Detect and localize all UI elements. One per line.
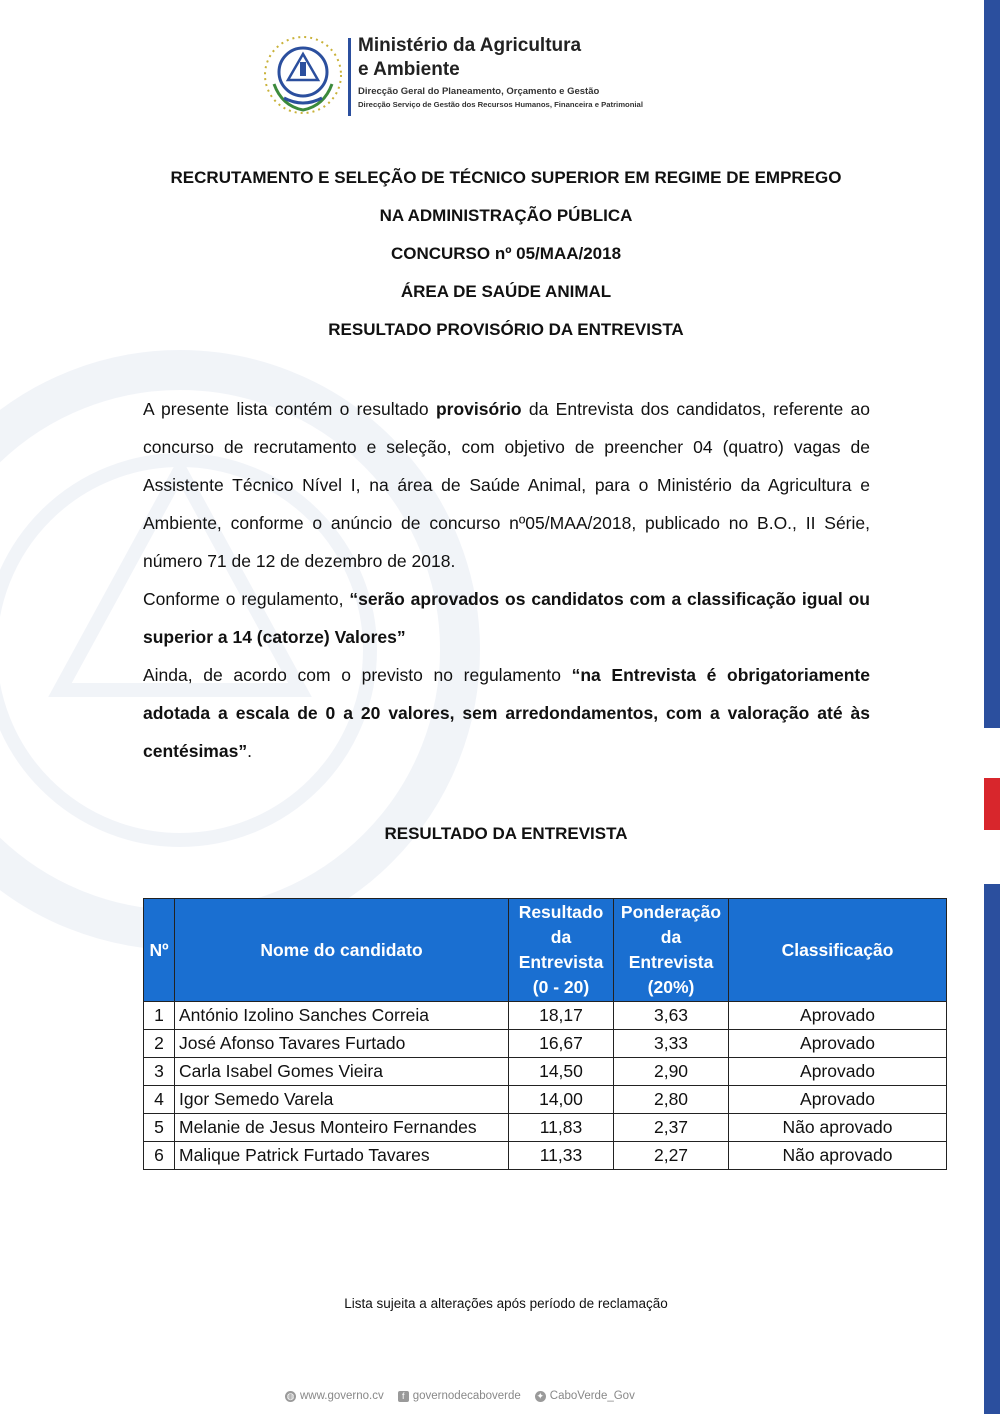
national-seal-logo xyxy=(262,34,344,116)
table-row xyxy=(144,1142,947,1170)
side-accent-bar-red xyxy=(984,778,1000,830)
directorate-general: Direcção Geral do Planeamento, Orçamento e Gestão xyxy=(358,86,600,97)
regulation-text: Conforme o regulamento, xyxy=(143,589,350,609)
side-accent-bar-blue-bottom xyxy=(984,884,1000,1414)
interview-weight: 3,33 xyxy=(614,1030,729,1058)
header-number: Nº xyxy=(144,899,175,1002)
interview-weight: 3,63 xyxy=(614,1002,729,1030)
row-number: 5 xyxy=(144,1114,175,1142)
title-line-5: RESULTADO PROVISÓRIO DA ENTREVISTA xyxy=(328,320,684,339)
header-weight-line2: da xyxy=(660,927,682,947)
header-classification: Classificação xyxy=(729,899,947,1002)
footer-website[interactable] xyxy=(285,1390,384,1402)
directorate-service: Direcção Serviço de Gestão dos Recursos Humanos, Financeira e Patrimonial xyxy=(358,100,643,109)
interview-weight: 2,90 xyxy=(614,1058,729,1086)
results-table xyxy=(143,898,947,1170)
footnote: Lista sujeita a alterações após período de reclamação xyxy=(344,1296,668,1311)
header-candidate-name: Nome do candidato xyxy=(175,899,509,1002)
scale-quote: “na Entrevista é obrigatoriamente adotada a escala de 0 a 20 valores, sem arredondamentos, com a valoração até às centésimas” xyxy=(143,665,870,761)
title-line-4: ÁREA DE SAÚDE ANIMAL xyxy=(400,282,612,301)
row-number: 1 xyxy=(144,1002,175,1030)
table-header-row xyxy=(144,899,947,1002)
row-number: 2 xyxy=(144,1030,175,1058)
side-accent-bar-blue-top xyxy=(984,0,1000,728)
classification: Não aprovado xyxy=(729,1142,947,1170)
header-weight-line3: Entrevista xyxy=(628,952,714,972)
classification: Aprovado xyxy=(729,1086,947,1114)
header-interview-weight xyxy=(614,899,729,1002)
facebook-icon: f xyxy=(398,1391,409,1402)
letterhead-divider xyxy=(348,38,351,116)
interview-result: 11,33 xyxy=(509,1142,614,1170)
intro-text-b: da Entrevista dos candidatos, referente ao concurso de recrutamento e seleção, com objetivo de preencher 04 (quatro) vagas de Assistente Técnico Nível I, na área de Saúde Animal, para o Ministério da Agricultura e Ambiente, conforme o anúncio de concurso nº05/MAA/2018, publicado no B.O., II Série, número 71 de 12 de dezembro de 2018. xyxy=(143,399,870,571)
scale-text: Ainda, de acordo com o previsto no regulamento xyxy=(143,665,572,685)
interview-weight: 2,37 xyxy=(614,1114,729,1142)
row-number: 6 xyxy=(144,1142,175,1170)
candidate-name: António Izolino Sanches Correia xyxy=(175,1002,509,1030)
section-title: RESULTADO DA ENTREVISTA xyxy=(384,824,628,843)
row-number: 4 xyxy=(144,1086,175,1114)
candidate-name: José Afonso Tavares Furtado xyxy=(175,1030,509,1058)
table-row xyxy=(144,1002,947,1030)
facebook-text: governodecaboverde xyxy=(412,1390,521,1402)
scale-end: . xyxy=(247,741,252,761)
document-titles xyxy=(0,166,1000,356)
interview-result: 14,50 xyxy=(509,1058,614,1086)
header-result-line2: da xyxy=(550,927,572,947)
twitter-icon: ✦ xyxy=(536,1390,545,1401)
interview-result: 14,00 xyxy=(509,1086,614,1114)
paragraph-regulation xyxy=(143,580,870,656)
header-result-line3: Entrevista xyxy=(518,952,604,972)
title-line-3: CONCURSO nº 05/MAA/2018 xyxy=(390,244,622,263)
paragraph-intro xyxy=(143,390,870,580)
interview-weight: 2,80 xyxy=(614,1086,729,1114)
globe-icon: ◍ xyxy=(286,1390,295,1401)
twitter-text: CaboVerde_Gov xyxy=(549,1390,635,1402)
title-line-2: NA ADMINISTRAÇÃO PÚBLICA xyxy=(379,206,633,225)
candidate-name: Malique Patrick Furtado Tavares xyxy=(175,1142,509,1170)
candidate-name: Melanie de Jesus Monteiro Fernandes xyxy=(175,1114,509,1142)
table-row xyxy=(144,1114,947,1142)
interview-result: 11,83 xyxy=(509,1114,614,1142)
footer-facebook[interactable] xyxy=(398,1390,521,1402)
body-text xyxy=(143,390,870,770)
candidate-name: Igor Semedo Varela xyxy=(175,1086,509,1114)
classification: Aprovado xyxy=(729,1030,947,1058)
footer xyxy=(285,1390,635,1402)
ministry-name-line2: e Ambiente xyxy=(358,59,460,80)
intro-text-a: A presente lista contém o resultado xyxy=(143,399,436,419)
header-result-line4: (0 - 20) xyxy=(532,977,590,997)
website-text: www.governo.cv xyxy=(300,1390,384,1402)
classification: Aprovado xyxy=(729,1002,947,1030)
regulation-quote: “serão aprovados os candidatos com a classificação igual ou superior a 14 (catorze) Valores” xyxy=(143,589,870,647)
table-row xyxy=(144,1058,947,1086)
classification: Aprovado xyxy=(729,1058,947,1086)
ministry-name-line1: Ministério da Agricultura xyxy=(358,35,582,56)
letterhead xyxy=(262,32,662,122)
intro-text-bold: provisório xyxy=(435,399,522,419)
header-weight-line1: Ponderação xyxy=(620,902,722,922)
footer-twitter[interactable] xyxy=(535,1390,635,1402)
interview-weight: 2,27 xyxy=(614,1142,729,1170)
table-row xyxy=(144,1030,947,1058)
header-weight-line4: (20%) xyxy=(647,977,695,997)
title-line-1: RECRUTAMENTO E SELEÇÃO DE TÉCNICO SUPERIOR EM REGIME DE EMPREGO xyxy=(170,168,842,187)
row-number: 3 xyxy=(144,1058,175,1086)
table-row xyxy=(144,1086,947,1114)
header-result-line1: Resultado xyxy=(518,902,604,922)
candidate-name: Carla Isabel Gomes Vieira xyxy=(175,1058,509,1086)
paragraph-scale xyxy=(143,656,870,770)
header-interview-result xyxy=(509,899,614,1002)
interview-result: 16,67 xyxy=(509,1030,614,1058)
ministry-name xyxy=(358,34,581,82)
interview-result: 18,17 xyxy=(509,1002,614,1030)
classification: Não aprovado xyxy=(729,1114,947,1142)
